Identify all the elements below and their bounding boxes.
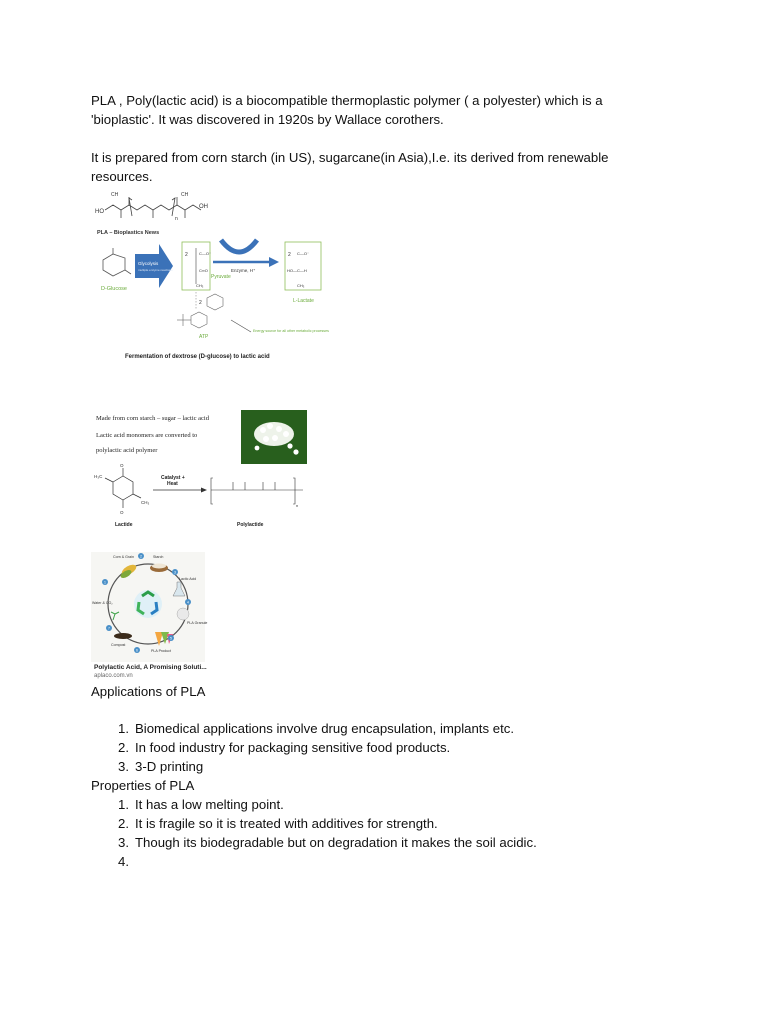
list-item [91,757,651,776]
pla-pellets-image [241,410,307,464]
intro-line: It is prepared from corn starch (in US), sugarcane(in Asia),I.e. its derived from renewable [91,150,609,165]
svg-text:7: 7 [108,626,110,631]
lactide-label: Lactide [115,522,133,528]
label-ch3: CH [111,192,119,198]
polylactide-label: Polylactide [237,522,264,528]
stage-compost-icon [114,633,132,639]
fermentation-diagram [91,186,327,366]
svg-text:5: 5 [170,636,172,641]
figure2-line3: polylactic acid polymer [96,447,158,454]
list-item [91,719,651,738]
list-text: Though its biodegradable but on degradation it makes the soil acidic. [135,835,537,850]
pyruvate-co: C═O [199,268,208,273]
label-ho: HO [95,209,104,215]
list-text: It is fragile so it is treated with additives for strength. [135,816,438,831]
pla-structure [105,197,201,218]
list-item [91,833,651,852]
properties-list [91,795,651,871]
figure1-title: Fermentation of dextrose (D-glucose) to lactic acid [125,354,270,360]
glucose-label: D-Glucose [101,286,127,292]
list-number: 2. [118,816,129,831]
figure2-line2: Lactic acid monomers are converted to [96,432,198,439]
atp-arrow [231,320,251,332]
svg-text:6: 6 [136,648,138,653]
figure-fermentation [91,186,327,366]
reaction-arrow-head [269,257,279,267]
svg-text:4: 4 [187,600,189,605]
label-n: n [175,216,178,222]
atp-label: ATP [199,334,209,340]
list-number: 2. [118,740,129,755]
coefficient-2: 2 [185,252,188,258]
list-item [91,852,651,871]
applications-list [91,719,651,776]
recycle-icon [134,590,162,618]
lactide-o: O [120,463,124,468]
lactide-diagram [91,408,309,530]
pyruvate-label: Pyruvate [211,274,231,280]
glycolysis-sub: multiple enzyme reactions [138,268,173,272]
stage-label: Corn & Grain [113,555,134,559]
lactate-coo: C—O⁻ [297,251,310,256]
lactide-ch3: CH₃ [141,500,150,505]
lactide-h3c: H₃C [94,474,103,479]
lactide-ring [105,468,141,508]
stage-label: Starch [153,555,164,559]
polylactide-chain [211,478,303,504]
intro-line: 'bioplastic'. It was discovered in 1920s by Wallace corothers. [91,112,444,127]
figure2-line1: Made from corn starch – sugar – lactic acid [96,415,209,422]
glycolysis-arrow [135,244,173,288]
energy-label: Energy source for all other metabolic processes [253,329,329,333]
intro-line: resources. [91,169,153,184]
intro-line: PLA , Poly(lactic acid) is a biocompatible thermoplastic polymer ( a polyester) which is a [91,93,603,108]
lactate-ch3: CH₃ [297,283,305,288]
list-text: Biomedical applications involve drug encapsulation, implants etc. [135,721,514,736]
stage-pla-granule-icon [177,608,189,620]
stage-label: Compost [111,643,126,647]
lifecycle-diagram [91,552,208,662]
list-number: 1. [118,721,129,736]
glucose-ring [103,248,131,276]
polymerization-arrow-head [201,488,207,493]
intro-paragraph-2 [91,148,651,186]
coefficient-2: 2 [199,300,202,306]
stage-label: Water & CO₂ [92,601,113,605]
list-item [91,738,651,757]
list-text: 3-D printing [135,759,204,774]
figure1-caption: PLA – Bioplastics News [97,230,160,236]
figure3-caption: Polylactic Acid, A Promising Soluti... [94,664,207,671]
figure-lifecycle [91,552,208,680]
list-text: In food industry for packaging sensitive food products. [135,740,451,755]
glycolysis-label: Glycolysis [138,261,159,266]
intro-paragraph-1 [91,91,651,129]
figure3-source: aplaco.com.vn [94,673,133,679]
applications-heading: Applications of PLA [91,684,206,699]
label-ch3: CH [181,192,189,198]
list-number: 1. [118,797,129,812]
list-number: 3. [118,759,129,774]
pyruvate-ch3: CH₃ [196,283,204,288]
list-number: 3. [118,835,129,850]
coefficient-2: 2 [288,252,291,258]
list-item [91,814,651,833]
lactide-o: O [120,510,124,515]
label-oh: OH [199,204,208,210]
stage-label: PLA Product [151,649,171,653]
svg-text:3: 3 [174,570,176,575]
list-text: It has a low melting point. [135,797,284,812]
lactate-hoch: HO—C—H [287,268,307,273]
lactate-label: L-Lactate [293,298,314,304]
catalyst-label: Catalyst + [161,475,185,481]
heat-label: Heat [167,481,178,487]
enzyme-label: Enzyme, H⁺ [231,268,256,273]
redox-arc [221,240,257,252]
stage-label: PLA Granule [187,621,208,625]
stage-label: Lactic Acid [179,577,197,581]
figure-lactide [91,408,309,530]
properties-heading: Properties of PLA [91,778,195,793]
svg-text:1: 1 [104,580,106,585]
list-number: 4. [118,854,129,869]
list-item [91,795,651,814]
svg-text:2: 2 [140,554,142,559]
polylactide-n: n [296,503,299,508]
pyruvate-coo: C—O⁻ [199,251,212,256]
